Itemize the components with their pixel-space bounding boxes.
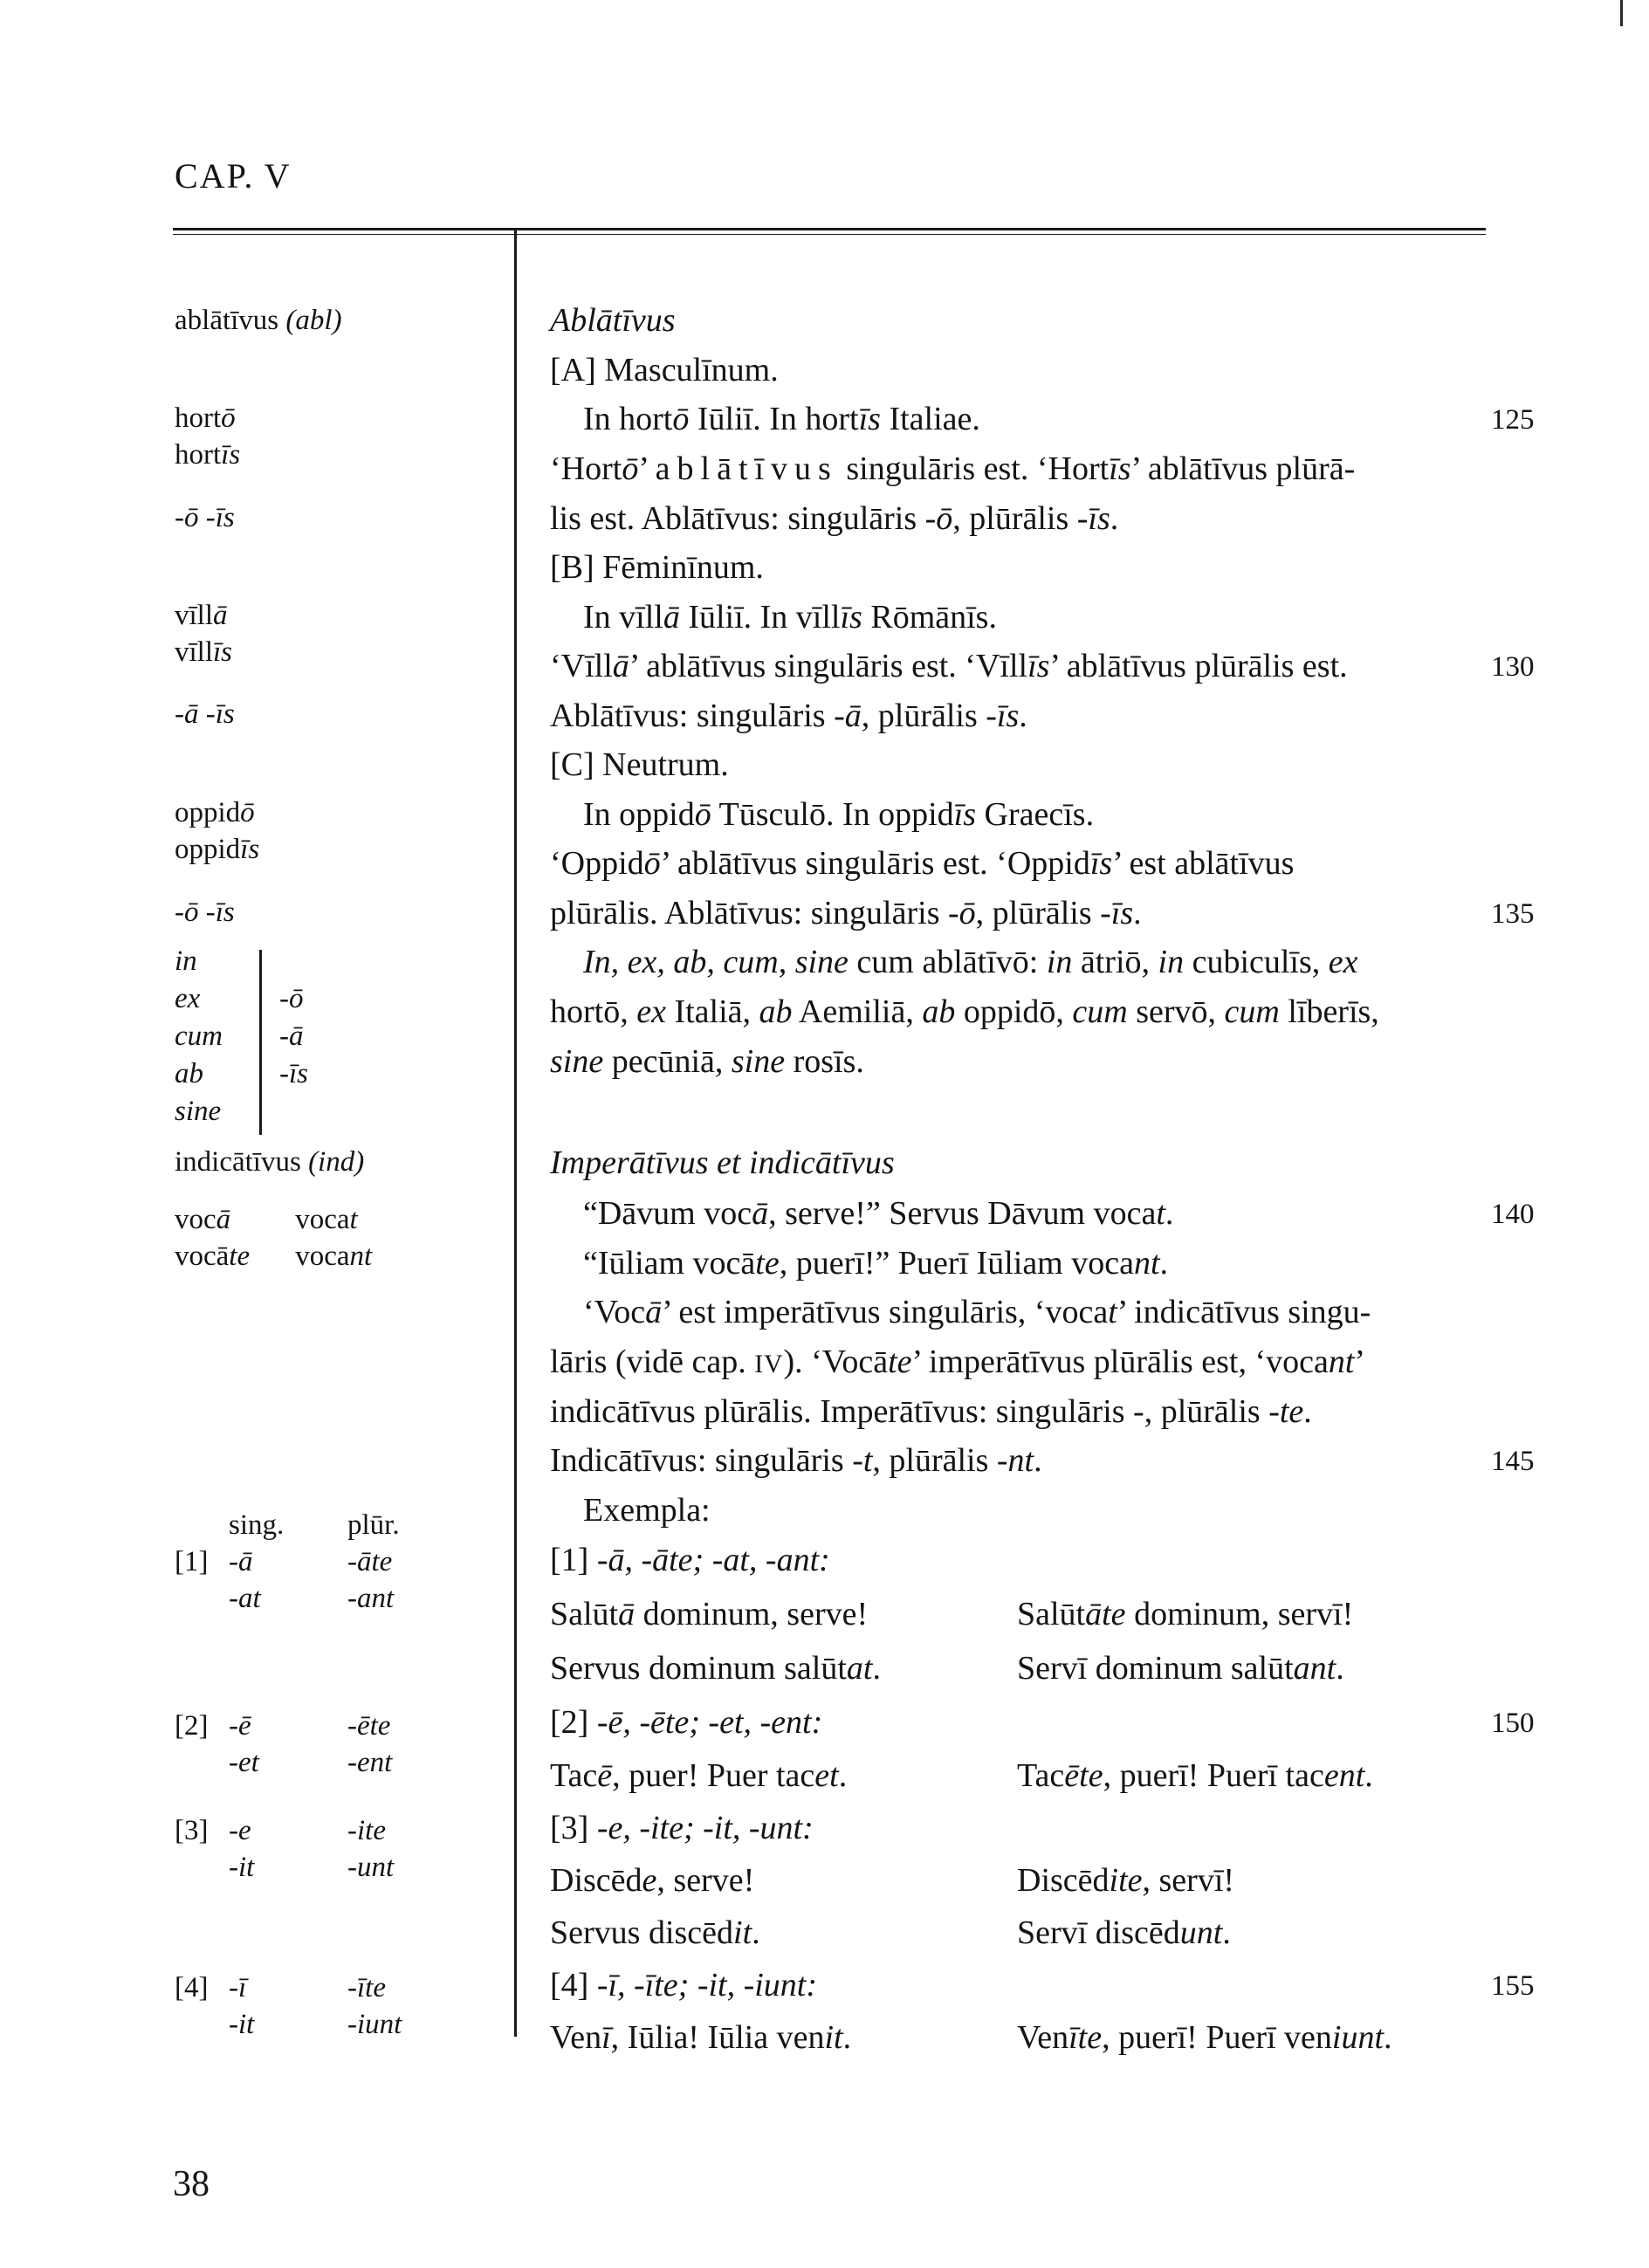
text-line: plūrālis. Ablātīvus: singulāris -ō, plūrālis -īs. 135	[550, 895, 1535, 931]
prep-word: sine	[175, 1096, 222, 1127]
margin-voca: vocā	[175, 1204, 231, 1235]
text-line: Ablātīvus: singulāris -ā, plūrālis -īs.	[550, 698, 1027, 734]
margin-note-o-is: -ō -īs	[175, 502, 235, 533]
text-line: [3] -e, -ite; -it, -unt:	[550, 1810, 814, 1846]
margin-vocat: vocat	[295, 1204, 358, 1235]
example-line: Salūtā dominum, serve! Salūtāte dominum, servī!	[550, 1595, 1564, 1635]
line-number: 145	[1491, 1446, 1535, 1477]
margin-note-oppido: oppidō	[175, 797, 255, 828]
prep-brace-bar	[259, 950, 262, 1135]
text-line: [B] Fēminīnum.	[550, 549, 764, 586]
example-right-column: Salūtāte dominum, servī!	[1017, 1596, 1354, 1632]
paradigm-row-1b: -at -ant	[229, 1583, 395, 1614]
text-line: [2] -ē, -ēte; -et, -ent: 150	[550, 1704, 1535, 1741]
chapter-header: CAP. V	[175, 156, 292, 196]
example-line: Venī, Iūlia! Iūlia venit. Venīte, puerī! Puerī veniunt.	[550, 2018, 1564, 2058]
example-right-column: Servī discēdunt.	[1017, 1914, 1231, 1951]
prep-word: cum	[175, 1021, 223, 1052]
line-number: 125	[1491, 404, 1535, 436]
text-line: ‘Oppidō’ ablātīvus singulāris est. ‘Oppidīs’ est ablātīvus	[550, 845, 1295, 882]
text-line: [A] Masculīnum.	[550, 352, 779, 388]
line-number: 135	[1491, 898, 1535, 930]
text-line: hortō, ex Italiā, ab Aemiliā, ab oppidō, cum servō, cum līberīs,	[550, 993, 1379, 1030]
example-line: Servus dominum salūtat. Servī dominum salūtant.	[550, 1649, 1564, 1689]
example-right-column: Tacēte, puerī! Puerī tacent.	[1017, 1757, 1373, 1794]
text-line: lāris (vidē cap. IV). ‘Vocāte’ imperātīvus plūrālis est, ‘vocant’	[550, 1344, 1366, 1380]
margin-note-hortis: hortīs	[175, 439, 241, 471]
column-divider-rule	[514, 230, 517, 2037]
example-line: Tacē, puer! Puer tacet. Tacēte, puerī! Puerī tacent.	[550, 1756, 1564, 1797]
margin-note-horto: hortō	[175, 402, 236, 434]
example-line: Servus discēdit. Servī discēdunt.	[550, 1914, 1564, 1954]
scan-artifact	[1620, 0, 1623, 26]
margin-note-indicativus: indicātīvus (ind)	[175, 1146, 365, 1178]
text-line: Exempla:	[583, 1492, 711, 1529]
text-line: [4] -ī, -īte; -it, -iunt: 155	[550, 1967, 1535, 2003]
margin-note-o-is-2: -ō -īs	[175, 897, 235, 928]
margin-note-oppidis: oppidīs	[175, 834, 260, 865]
paradigm-row-4a: [4] -ī -īte	[175, 1972, 386, 2003]
prep-endings	[279, 980, 308, 1093]
text-line: indicātīvus plūrālis. Imperātīvus: singulāris -, plūrālis -te.	[550, 1393, 1312, 1430]
prep-ending: -ō	[279, 983, 304, 1014]
text-line: “Dāvum vocā, serve!” Servus Dāvum vocat. 140	[583, 1195, 1535, 1232]
text-line: ‘Vocā’ est imperātīvus singulāris, ‘vocat’ indicātīvus singu-	[583, 1294, 1371, 1330]
text-line: ‘Hortō’ ablātīvus singulāris est. ‘Hortīs’ ablātīvus plūrā-	[550, 450, 1356, 487]
margin-note-villa: vīllā	[175, 600, 228, 631]
paradigm-sing-label: sing.	[229, 1509, 285, 1541]
margin-note-villis: vīllīs	[175, 636, 233, 668]
prep-word: ex	[175, 983, 201, 1014]
line-number: 140	[1491, 1199, 1535, 1230]
paradigm-row-2b: -et -ent	[229, 1747, 393, 1778]
text-line: [1] -ā, -āte; -at, -ant:	[550, 1542, 830, 1578]
paradigm-row-3a: [3] -e -ite	[175, 1815, 386, 1846]
text-line: lis est. Ablātīvus: singulāris -ō, plūrālis -īs.	[550, 500, 1119, 537]
paradigm-row-3b: -it -unt	[229, 1852, 395, 1883]
example-line: Discēde, serve! Discēdite, servī!	[550, 1861, 1564, 1901]
prep-word: in	[175, 945, 197, 977]
text-line: Indicātīvus: singulāris -t, plūrālis -nt. 145	[550, 1442, 1535, 1479]
line-number: 130	[1491, 651, 1535, 683]
example-right-column: Venīte, puerī! Puerī veniunt.	[1017, 2019, 1392, 2056]
paradigm-plur-label: plūr.	[347, 1509, 400, 1541]
margin-vocate: vocāte	[175, 1241, 251, 1272]
text-line: ‘Vīllā’ ablātīvus singulāris est. ‘Vīllīs’ ablātīvus plūrālis est. 130	[550, 648, 1535, 684]
margin-note-ablativus: ablātīvus (abl)	[175, 305, 342, 336]
margin-vocant: vocant	[295, 1241, 373, 1272]
margin-vocate-row	[175, 1240, 498, 1275]
paradigm-row-1a: [1] -ā -āte	[175, 1546, 393, 1577]
section-heading-ablativus: Ablātīvus	[550, 302, 676, 339]
line-number: 150	[1491, 1708, 1535, 1739]
example-right-column: Discēdite, servī!	[1017, 1862, 1235, 1899]
text-line: sine pecūniā, sine rosīs.	[550, 1043, 864, 1080]
section-heading-imperativus: Imperātīvus et indicātīvus	[550, 1144, 895, 1181]
text-line: In hortō Iūliī. In hortīs Italiae. 125	[583, 401, 1535, 437]
prep-ending: -īs	[279, 1058, 308, 1089]
text-line: [C] Neutrum.	[550, 746, 729, 783]
text-line: In oppidō Tūsculō. In oppidīs Graecīs.	[583, 796, 1095, 833]
top-rule	[173, 228, 1486, 235]
text-line: In vīllā Iūliī. In vīllīs Rōmānīs.	[583, 599, 997, 636]
prep-ending: -ā	[279, 1021, 304, 1052]
paradigm-row-4b: -it -iunt	[229, 2009, 402, 2040]
example-right-column: Servī dominum salūtant.	[1017, 1650, 1344, 1687]
line-number: 155	[1491, 1970, 1535, 2002]
page-number: 38	[173, 2164, 210, 2204]
paradigm-header-row	[175, 1509, 498, 1543]
text-line: In, ex, ab, cum, sine cum ablātīvō: in ātriō, in cubiculīs, ex	[583, 944, 1358, 980]
margin-note-a-is: -ā -īs	[175, 698, 235, 730]
prep-word: ab	[175, 1058, 203, 1089]
preposition-brace-block	[175, 943, 308, 1131]
margin-voca-row	[175, 1203, 498, 1238]
text-line: “Iūliam vocāte, puerī!” Puerī Iūliam vocant.	[583, 1245, 1169, 1282]
paradigm-row-2a: [2] -ē -ēte	[175, 1710, 391, 1742]
